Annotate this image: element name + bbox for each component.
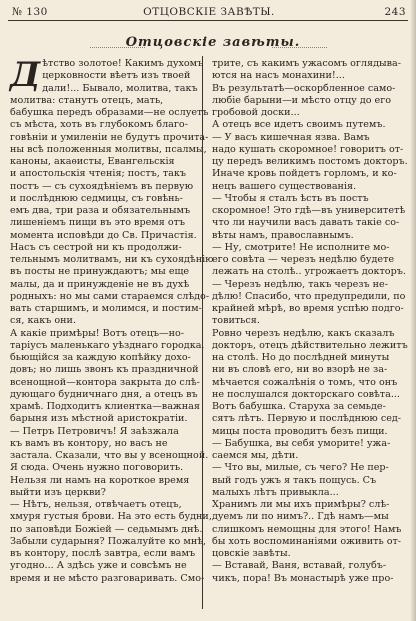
text-line: — Черезъ недѣлю, такъ черезъ не- (212, 278, 388, 290)
text-line: угодно... А здѣсь уже и совсѣмъ не (10, 560, 187, 572)
text-line: ны всѣ положенныя молитвы, псалмы, (10, 143, 207, 155)
text-line: Хранимъ ли мы ихъ примѣры? слѣ- (212, 499, 390, 510)
text-line: барыня изъ мѣстной аристократіи. (10, 413, 188, 425)
text-line: храмѣ. Подходитъ клиентка—важная (10, 401, 200, 412)
text-line: мицы поста проводитъ безъ пищи. (212, 425, 388, 437)
text-line: и послѣднюю седмицы, съ говѣнь- (10, 192, 184, 204)
text-line: чикъ, пора! Въ монастырѣ уже про- (212, 572, 394, 584)
text-line: молитва: станутъ отецъ, мать, (10, 94, 164, 106)
text-line: родныхъ: но мы сами стараемся слѣдо- (10, 290, 210, 302)
text-line: Вотъ бабушка. Старуха за семьде- (212, 401, 386, 412)
text-line: вать старшимъ, и молимся, и постим- (10, 303, 202, 314)
text-line: слишкомъ немощны для этого! Намъ (212, 523, 402, 535)
text-line: по заповѣди Божіей — седьмымъ днѣ. (10, 523, 203, 535)
text-line: выйти изъ церкви? (10, 486, 106, 498)
left-column-text (10, 55, 214, 585)
text-line: ѣтство золотое! Какимъ духомъ (42, 58, 204, 69)
header-rule (8, 20, 408, 21)
text-line: мѣчается сожалѣнія о томъ, что онъ (212, 376, 398, 388)
text-line: что ли научили васъ давать такіе со- (212, 217, 400, 229)
text-line: крайней мѣрѣ, во время успѣю подго- (212, 303, 404, 314)
text-line: цовскіе завѣты. (212, 548, 291, 559)
text-line: емъ два, три раза и обязательнымъ (10, 205, 191, 216)
text-line: постъ — съ сухоядѣніемъ въ первую (10, 180, 194, 192)
text-line: дующаго будничнаго дня, а отецъ въ (10, 388, 198, 400)
text-line: Въ результатѣ—оскорбленное само- (212, 82, 396, 94)
text-line: довъ; но лишь звонъ къ праздничной (10, 364, 199, 376)
running-title: ОТЦОВСКІЕ ЗАВѢТЫ. (143, 6, 275, 18)
text-line: Я сюда. Очень нужно поговорить. (10, 462, 184, 474)
text-line: — У васъ кишечная язва. Вамъ (212, 131, 370, 143)
text-line: вый годъ ужъ я такъ пощусь. Съ (212, 474, 377, 486)
page-number: 243 (384, 6, 406, 18)
text-line: ни въ словѣ его, ни во взорѣ не за- (212, 364, 388, 376)
text-line: надо кушать скоромное! говоритъ от- (212, 143, 404, 155)
text-line: цу передъ великимъ постомъ докторъ. (212, 156, 408, 167)
text-line: ются на насъ монахини!... (212, 70, 345, 82)
text-line: Ровно черезъ недѣлю, какъ сказалъ (212, 327, 395, 339)
text-line: бабушка передъ образами—не ослуетъ (10, 107, 209, 118)
text-line: саемся мы, дѣти. (212, 450, 299, 461)
text-line: — Ну, смотрите! Не исполните мо- (212, 241, 390, 253)
right-column-text (212, 58, 408, 585)
text-line: въ посты не принуждаютъ; мы еще (10, 266, 190, 278)
text-line: трите, съ какимъ ужасомъ оглядыва- (212, 58, 401, 69)
text-line: говѣніи и умиленіи не будутъ прочита- (10, 131, 209, 143)
right-column (212, 58, 408, 585)
page-edge-shadow (410, 0, 416, 621)
text-line: товиться. (212, 315, 260, 327)
text-line: каноны, акаѳисты, Евангельскія (10, 156, 175, 167)
text-line: Иначе кровь пойдетъ горломъ, и ко- (212, 168, 397, 180)
page-header (12, 6, 406, 20)
text-line: къ вамъ въ контору, но васъ не (10, 437, 168, 449)
text-line: — Петръ Петровичъ! Я заѣзжала (10, 425, 179, 437)
text-line: и апостольскія чтенія; постъ, такъ (10, 168, 186, 180)
text-line: — Бабушка, вы себя уморите! ужа- (212, 437, 391, 449)
drop-cap: Д (10, 55, 41, 95)
text-line: съ мѣста, хоть въ глубокомъ благо- (10, 119, 188, 131)
text-line: нецъ вашего существованія. (212, 180, 357, 192)
text-line: хмуря густыя брови. На это есть будни, (10, 511, 212, 523)
text-line: момента исповѣди до Св. Причастія. (10, 229, 197, 241)
text-line: — Что вы, милые, съ чего? Не пер- (212, 462, 389, 474)
text-line: время и не мѣсто разговаривать. Смо- (10, 572, 205, 584)
text-line: бьющійся за каждую копѣйку дохо- (10, 352, 191, 363)
text-line: дѣлю! Спасибо, что предупредили, по (212, 290, 406, 302)
text-line: любіе барыни—и мѣсто отцу до его (212, 94, 392, 106)
text-line: въ контору, послѣ завтра, если вамъ (10, 548, 196, 559)
text-line: дуемъ ли по нимъ?.. Гдѣ намъ—мы (212, 511, 389, 523)
text-line: его совѣта — черезъ недѣлю будете (212, 254, 395, 265)
title-ornament-right (272, 47, 327, 52)
text-line: тельнымъ молитвамъ, ни къ сухоядѣнію (10, 254, 214, 265)
text-line: А отецъ все идетъ своимъ путемъ. (212, 119, 386, 131)
text-line: таріусъ маленькаго уѣзднаго городка, (10, 339, 205, 351)
left-column (10, 55, 214, 585)
text-line: церковности вѣетъ изъ твоей (42, 70, 191, 82)
text-line: докторъ, отецъ дѣйствительно лежитъ (212, 339, 408, 351)
text-line: малыхъ лѣтъ привыкла... (212, 486, 339, 498)
text-line: сятъ лѣтъ. Первую и послѣднюю сед- (212, 413, 402, 425)
text-line: ся, какъ они. (10, 315, 77, 327)
article-title: Отцовскіе завѣты. (125, 35, 301, 50)
text-line: бы хоть воспоминаніями оживить от- (212, 535, 402, 547)
text-line: не послушался докторскаго совѣта... (212, 388, 400, 400)
text-line: Забыли сударыня? Пожалуйте ко мнѣ, (10, 535, 207, 547)
text-line: всенощной—контора закрыта до слѣ- (10, 376, 200, 388)
text-line: Насъ съ сестрой ни къ продолжи- (10, 241, 182, 253)
text-line: малы, да и принужденіе не въ духѣ (10, 278, 190, 290)
text-line: — Вставай, Ваня, вставай, голубъ- (212, 560, 387, 572)
text-line: вѣты намъ, православнымъ. (212, 229, 354, 241)
text-line: скоромное! Это гдѣ—въ университетѣ (212, 205, 406, 216)
column-divider (202, 56, 203, 609)
text-line: лишеніемъ пищи въ это время отъ (10, 217, 186, 229)
text-line: на столѣ. Но до послѣдней минуты (212, 352, 390, 363)
text-line: — Нѣтъ, нельзя, отвѣчаетъ отецъ, (10, 499, 182, 510)
text-line: застала. Сказали, что вы у всенощной. (10, 450, 209, 461)
issue-number: № 130 (12, 6, 48, 18)
text-line: лежать на столѣ.. угрожаетъ докторъ. (212, 266, 406, 278)
text-line: Нельзя ли намъ на короткое время (10, 474, 190, 486)
text-line: гробовой доски... (212, 107, 300, 118)
text-line: — Чтобы я сталъ ѣсть въ постъ (212, 192, 369, 204)
text-line: А какіе примѣры! Вотъ отецъ—но- (10, 327, 185, 339)
text-line: дали!... Бывало, молитва, такъ (42, 82, 198, 94)
